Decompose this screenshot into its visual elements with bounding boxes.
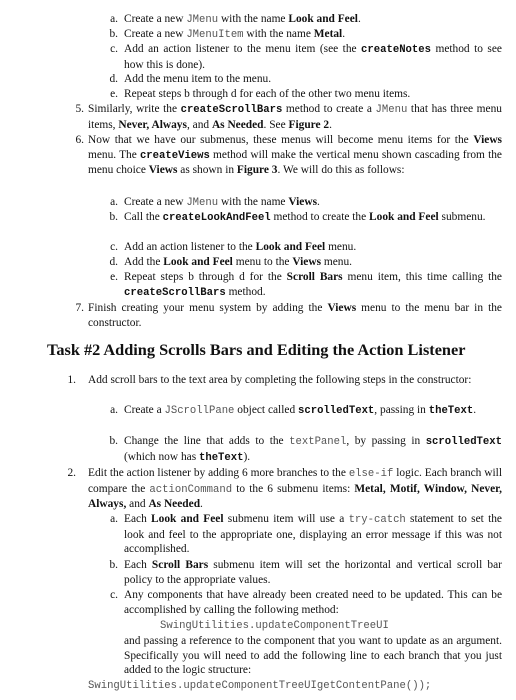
task2-step-2-marker: 2. [67, 467, 76, 479]
task2-heading: Task #2 Adding Scrolls Bars and Editing the Action Listener [47, 340, 466, 359]
text-run: as shown in [177, 164, 237, 177]
code-line-2-text: SwingUtilities.updateComponentTreeUIgetContentPane()); [88, 680, 432, 692]
bold-term: Look and Feel [151, 513, 224, 525]
step-7-text [88, 301, 502, 330]
code-term: try-catch [348, 514, 406, 526]
code-term: JMenu [186, 197, 219, 209]
text-run: . [317, 196, 320, 208]
step6-item-e-text [124, 270, 502, 300]
text-run: submenu. [438, 211, 486, 223]
step4-item-d-marker: d. [109, 73, 118, 85]
bold-term: Views [148, 164, 178, 177]
code-identifier: scrolledText [298, 405, 375, 417]
code-term: JScrollPane [164, 405, 235, 417]
text-run: Create a new [124, 13, 187, 25]
text-run: to the 6 submenu items: [232, 482, 355, 495]
continuation-text: and passing a reference to the component that you want to update as an argument. Specifically you will need to add the following line to each branch that you just added to the logic structure: [124, 635, 502, 677]
step6-item-d-marker: d. [109, 256, 118, 268]
code-identifier: createScrollBars [124, 286, 226, 299]
code-identifier: theText [198, 451, 244, 464]
task2-step-2-text [88, 466, 502, 512]
text-run: logic. Each branch will compare the [88, 467, 502, 495]
bold-term: Views [327, 302, 357, 314]
task2-step1-item-a-text [124, 403, 502, 419]
task2-step2-item-b-marker: b. [109, 559, 118, 571]
text-run: Change the line that adds to the [124, 435, 290, 447]
code-term: else-if [348, 468, 394, 480]
step4-item-a-text [124, 12, 502, 28]
step6-item-c-marker: c. [110, 241, 118, 253]
text-run: that has three menu items, [88, 103, 502, 131]
bold-term: Figure 3 [236, 164, 278, 177]
text-run: Repeat steps b through d for the [124, 271, 287, 283]
bold-term: Look and Feel [255, 241, 326, 253]
text-run: Add the [124, 256, 164, 268]
step6-item-e-marker: e. [110, 271, 118, 283]
code-identifier: createNotes [361, 44, 431, 56]
step4-item-b-marker: b. [109, 28, 118, 40]
step-5-marker: 5. [75, 103, 84, 115]
step4-item-c-marker: c. [110, 43, 118, 55]
code-identifier: theText [428, 405, 474, 417]
text-run: Edit the action listener by adding 6 more branches to the [88, 467, 349, 479]
step-7-marker: 7. [75, 302, 84, 314]
text-run: . [200, 498, 203, 511]
text-run: menu. The [88, 148, 140, 161]
text-run: Add an action listener to the [124, 241, 256, 253]
text-run: , and [186, 118, 212, 131]
text-run: (which now has [124, 450, 199, 463]
code-line-1-text: SwingUtilities.updateComponentTreeUI [160, 620, 389, 632]
text-run: menu to the menu bar in the constructor. [88, 302, 502, 329]
bold-term: Scroll Bars [286, 271, 343, 283]
text-run: Finish creating your menu system by adding the [88, 302, 328, 314]
task2-step2-item-b-text [124, 558, 502, 587]
text-run: Any components that have already been created need to be updated. This can be accomplished by calling the following method: [124, 589, 502, 616]
text-run: Create a new [124, 28, 187, 40]
code-term: JMenu [375, 104, 408, 116]
bold-term: Figure 2 [288, 118, 330, 131]
step6-item-d-text [124, 255, 502, 270]
code-identifier: createLookAndFeel [162, 212, 271, 224]
text-run: . We will do this as follows: [277, 164, 405, 177]
step6-item-c-text [124, 240, 502, 255]
text-run: Call the [124, 211, 163, 223]
text-run: method will make the vertical menu shown cascading from the menu choice [88, 148, 502, 177]
text-run: . [342, 28, 346, 40]
task2-step1-item-a-marker: a. [110, 404, 118, 416]
text-run: Repeat steps b through d for each of the other two menu items. [124, 88, 411, 100]
text-run: Similarly, write the [88, 103, 181, 115]
step6-item-b-text [124, 210, 502, 226]
text-run: and [126, 498, 149, 511]
text-run: . [473, 404, 477, 416]
task2-step2-item-c-text [124, 588, 502, 617]
text-run: Each [124, 559, 152, 571]
text-run: statement to set the look and feel to the appropriate one, displaying an error message if this was not accomplished. [124, 513, 502, 556]
text-run: submenu item will use a [223, 513, 349, 525]
text-run: ). [243, 450, 251, 463]
code-identifier: createViews [139, 149, 210, 162]
step4-item-a-marker: a. [110, 13, 118, 25]
text-run: , passing in [374, 404, 429, 416]
text-run: method to create a [282, 103, 376, 115]
text-run: method to create the [270, 211, 370, 223]
code-term: JMenu [186, 14, 219, 26]
text-run: Add the menu item to the menu. [124, 73, 272, 85]
text-run: Now that we have our submenus, these menus will become menu items for the [88, 134, 474, 146]
text-run: with the name [243, 28, 314, 40]
step4-item-c-text [124, 42, 502, 72]
step-6-text [88, 133, 502, 178]
text-run: , by passing in [346, 435, 426, 447]
task2-step2-item-a-text [124, 512, 502, 557]
code-term: textPanel [289, 436, 347, 448]
bold-term: Never, Always [118, 118, 187, 131]
text-run: method. [225, 285, 266, 298]
bold-term: Metal, Motif, Window, Never, Always, [88, 482, 502, 511]
step4-item-d-text [124, 72, 502, 87]
text-run: menu to the [232, 256, 293, 268]
text-run: Add scroll bars to the text area by completing the following steps in the constructor: [88, 374, 472, 386]
step6-item-b-marker: b. [109, 211, 118, 223]
task2-step-1-text [88, 373, 502, 388]
step6-item-a-text [124, 195, 502, 211]
step6-item-a-marker: a. [110, 196, 118, 208]
bold-term: As Needed [211, 118, 264, 131]
code-term: actionCommand [149, 483, 233, 496]
bold-term: Scroll Bars [151, 559, 209, 571]
text-run: with the name [218, 13, 289, 25]
text-run: Create a [124, 404, 165, 416]
text-run: submenu item will set the horizontal and vertical scroll bar policy to the appropriate values. [124, 559, 502, 586]
text-run: Add an action listener to the menu item (see the [124, 43, 362, 55]
bold-term: As Needed [148, 498, 201, 511]
text-run: Create a new [124, 196, 187, 208]
step4-item-e-text [124, 87, 502, 102]
step4-item-e-marker: e. [110, 88, 118, 100]
text-run: . See [263, 118, 289, 131]
text-run: . [357, 13, 361, 25]
code-identifier: createScrollBars [180, 104, 283, 116]
text-run: menu. [321, 256, 353, 268]
text-run: . [329, 118, 332, 131]
step-5-text [88, 102, 502, 132]
bold-term: Look and Feel [288, 13, 358, 25]
bold-term: Views [288, 196, 318, 208]
text-run: with the name [218, 196, 289, 208]
text-run: method to see how this is done). [124, 43, 502, 71]
task2-step2-item-c-marker: c. [110, 589, 118, 601]
code-term: JMenuItem [186, 29, 244, 41]
text-run: menu. [325, 241, 357, 253]
code-identifier: scrolledText [425, 436, 502, 448]
step4-item-b-text [124, 27, 502, 43]
bold-term: Views [473, 134, 502, 146]
text-run: Each [124, 513, 152, 525]
task2-step1-item-b-text [124, 434, 502, 465]
bold-term: Look and Feel [369, 211, 439, 223]
task2-step1-item-b-marker: b. [109, 435, 118, 447]
text-run: menu item, this time calling the [342, 271, 502, 283]
task2-step2-item-a-marker: a. [110, 513, 118, 525]
bold-term: Metal [313, 28, 343, 40]
bold-term: Look and Feel [163, 256, 233, 268]
step-6-marker: 6. [75, 134, 84, 146]
task2-step-1-marker: 1. [67, 374, 76, 386]
bold-term: Views [292, 256, 322, 268]
text-run: object called [234, 404, 298, 416]
